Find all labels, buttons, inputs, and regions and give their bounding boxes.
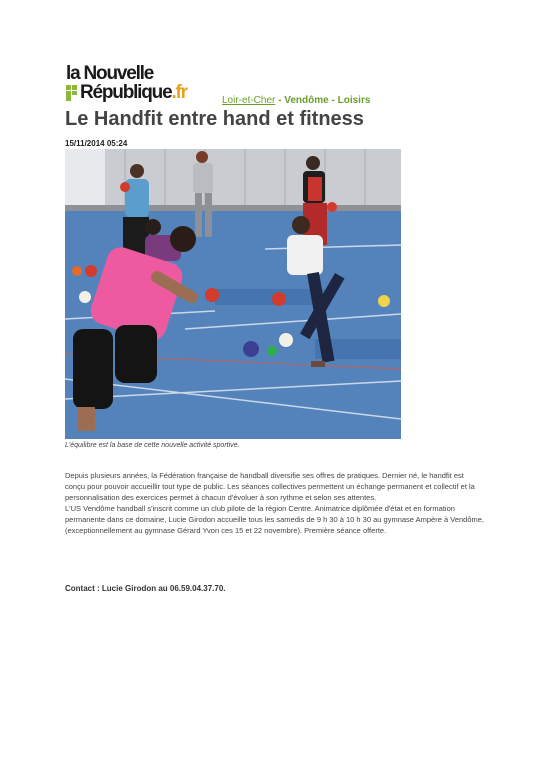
breadcrumb-separator: - bbox=[275, 95, 285, 106]
logo-line1: la Nouvelle bbox=[66, 63, 154, 84]
article-paragraph: L'US Vendôme handball s'inscrit comme un club pilote de la région Centre. Animatrice diplômée d'état et en formation permanente dans ce domaine, Lucie Girodon accueille tous les samedis de 9 h 30 à 10 h 30 au gymnase Ampère à Vendôme, (exceptionnellement au gymnase Gérard Yvon ces 15 et 22 novembre). Première séance offerte. bbox=[65, 504, 485, 535]
logo-tld: .fr bbox=[171, 82, 187, 103]
breadcrumb-separator: - bbox=[328, 95, 338, 106]
article-title: Le Handfit entre hand et fitness bbox=[65, 108, 364, 130]
photo-caption: L'équilibre est la base de cette nouvelle activité sportive. bbox=[65, 442, 240, 449]
article-paragraph: Depuis plusieurs années, la Fédération française de handball diversifie ses offres de pratiques. Dernier né, le handfit est conçu pour pouvoir accueillir tout type de public. Les séances collectives permettent un échange permanent et collectif et la personnalisation des exercices permet à chacun d'évoluer à son rythme et selon ses attentes. bbox=[65, 471, 475, 502]
logo-mark-icon bbox=[66, 85, 78, 101]
breadcrumb bbox=[222, 95, 370, 106]
gym-window bbox=[65, 149, 105, 211]
logo-line2 bbox=[80, 82, 187, 104]
breadcrumb-item-loisirs: Loisirs bbox=[337, 95, 371, 106]
logo-line2-text: République bbox=[80, 82, 172, 103]
masthead bbox=[66, 64, 386, 108]
breadcrumb-link-loir-et-cher[interactable]: Loir-et-Cher bbox=[222, 95, 276, 106]
article-photo bbox=[65, 149, 401, 439]
gym-wall bbox=[65, 149, 401, 211]
article-contact: Contact : Lucie Girodon au 06.59.04.37.70. bbox=[65, 584, 226, 593]
breadcrumb-item-vendome: Vendôme bbox=[284, 95, 329, 106]
newspaper-logo[interactable] bbox=[66, 64, 226, 108]
article-date: 15/11/2014 05:24 bbox=[65, 139, 128, 148]
article-body bbox=[65, 470, 485, 536]
